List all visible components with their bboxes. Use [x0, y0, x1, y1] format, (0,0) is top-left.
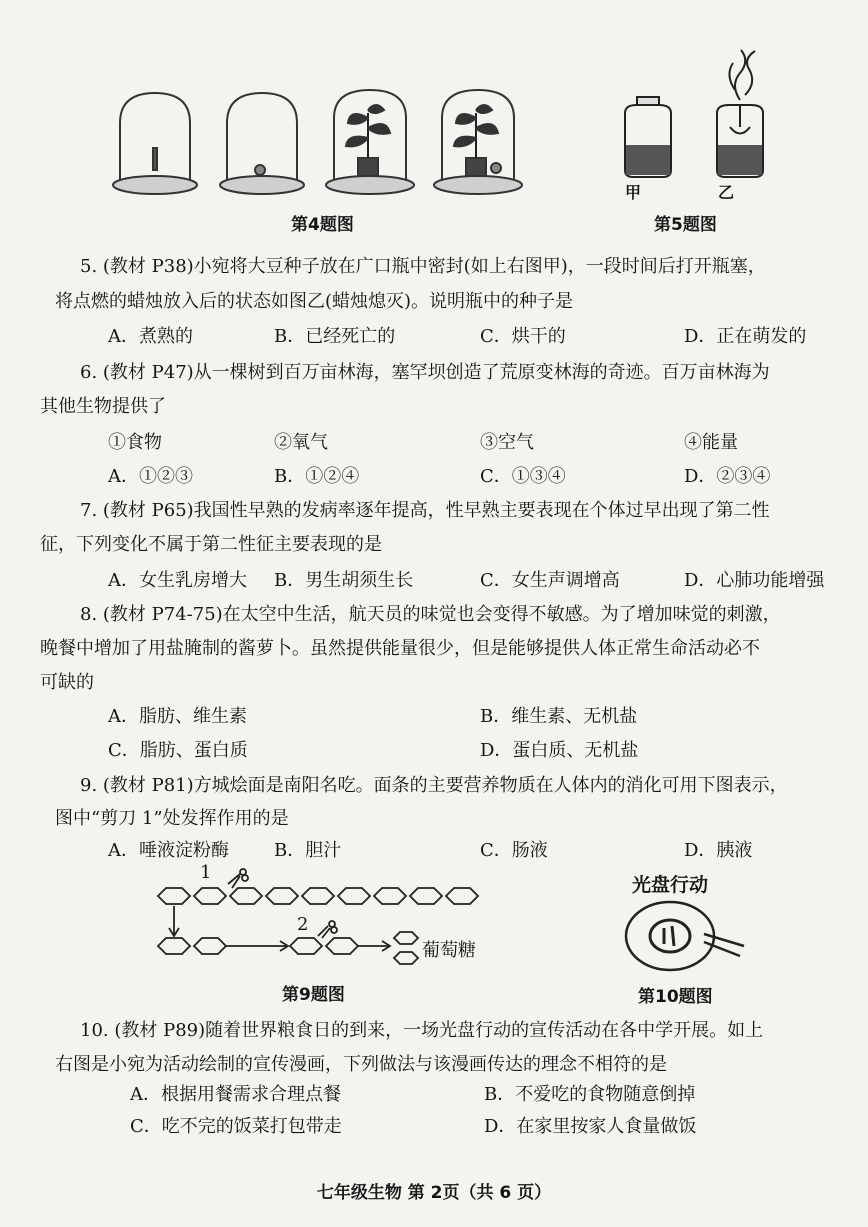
fig9-caption: 第9题图	[282, 985, 345, 1005]
q6-option-b: B．①②④	[274, 466, 360, 487]
q8-option-a: A．脂肪、维生素	[108, 706, 247, 727]
q9-option-b: B．胆汁	[274, 840, 342, 861]
q6-item-2: ②氧气	[274, 432, 328, 453]
q10-option-c: C．吃不完的饭菜打包带走	[130, 1116, 342, 1137]
fig4-bell-jars	[110, 88, 550, 198]
q5-line-1: 5. (教材 P38)小宛将大豆种子放在广口瓶中密封(如上右图甲)，一段时间后打开瓶塞，	[80, 256, 766, 277]
q10-option-a: A．根据用餐需求合理点餐	[130, 1084, 341, 1105]
q6-option-c: C．①③④	[480, 466, 566, 487]
fig9-glucose-label: 葡萄糖	[422, 940, 476, 961]
fig10-caption: 第10题图	[638, 987, 713, 1007]
fig9-scissors-2-label: 2	[297, 914, 309, 935]
q5-line-2: 将点燃的蜡烛放入后的状态如图乙(蜡烛熄灭)。说明瓶中的种子是	[55, 291, 574, 312]
q6-item-1: ①食物	[108, 432, 162, 453]
q7-option-b: B．男生胡须生长	[274, 570, 414, 591]
q8-line-2: 晚餐中增加了用盐腌制的酱萝卜。虽然提供能量很少，但是能够提供人体正常生命活动必不	[40, 638, 760, 659]
fig5-caption: 第5题图	[654, 215, 717, 235]
fig4-caption: 第4题图	[291, 215, 354, 235]
q7-option-d: D．心肺功能增强	[684, 570, 825, 591]
q8-line-1: 8. (教材 P74-75)在太空中生活，航天员的味觉也会变得不敏感。为了增加味觉的刺激，	[80, 604, 781, 625]
q9-option-a: A．唾液淀粉酶	[108, 840, 229, 861]
q7-option-c: C．女生声调增高	[480, 570, 620, 591]
q5-option-a: A．煮熟的	[108, 326, 193, 347]
q10-line-1: 10. (教材 P89)随着世界粮食日的到来，一场光盘行动的宣传活动在各中学开展。如上	[80, 1020, 764, 1041]
q5-option-c: C．烘干的	[480, 326, 566, 347]
q9-line-1: 9. (教材 P81)方城烩面是南阳名吃。面条的主要营养物质在人体内的消化可用下图表示，	[80, 775, 788, 796]
q7-line-1: 7. (教材 P65)我国性早熟的发病率逐年提高，性早熟主要表现在个体过早出现了第二性	[80, 500, 770, 521]
fig10-title: 光盘行动	[632, 874, 709, 896]
q10-option-d: D．在家里按家人食量做饭	[484, 1116, 697, 1137]
page-footer: 七年级生物 第 2页（共 6 页）	[316, 1183, 552, 1203]
q6-item-4: ④能量	[684, 432, 738, 453]
q8-option-c: C．脂肪、蛋白质	[108, 740, 248, 761]
q6-option-d: D．②③④	[684, 466, 771, 487]
q8-option-b: B．维生素、无机盐	[480, 706, 638, 727]
q10-option-b: B．不爱吃的食物随意倒掉	[484, 1084, 696, 1105]
fig5-label-b: 乙	[718, 183, 735, 202]
fig5-jars	[615, 45, 775, 185]
q5-option-b: B．已经死亡的	[274, 326, 396, 347]
q9-option-d: D．胰液	[684, 840, 753, 861]
q5-option-d: D．正在萌发的	[684, 326, 807, 347]
q6-line-2: 其他生物提供了	[40, 396, 166, 417]
fig5-label-a: 甲	[625, 183, 642, 202]
q7-option-a: A．女生乳房增大	[108, 570, 247, 591]
q6-option-a: A．①②③	[108, 466, 193, 487]
q9-option-c: C．肠液	[480, 840, 548, 861]
q10-line-2: 右图是小宛为活动绘制的宣传漫画，下列做法与该漫画传达的理念不相符的是	[55, 1054, 667, 1075]
fig10-plate-cartoon	[620, 898, 750, 978]
q9-line-2: 图中“剪刀 1”处发挥作用的是	[55, 808, 289, 829]
q8-option-d: D．蛋白质、无机盐	[480, 740, 639, 761]
q6-item-3: ③空气	[480, 432, 534, 453]
fig9-scissors-1-label: 1	[200, 862, 212, 883]
q7-line-2: 征，下列变化不属于第二性征主要表现的是	[40, 534, 382, 555]
q8-line-3: 可缺的	[40, 672, 94, 693]
q6-line-1: 6. (教材 P47)从一棵树到百万亩林海，塞罕坝创造了荒原变林海的奇迹。百万亩林海为	[80, 362, 770, 383]
